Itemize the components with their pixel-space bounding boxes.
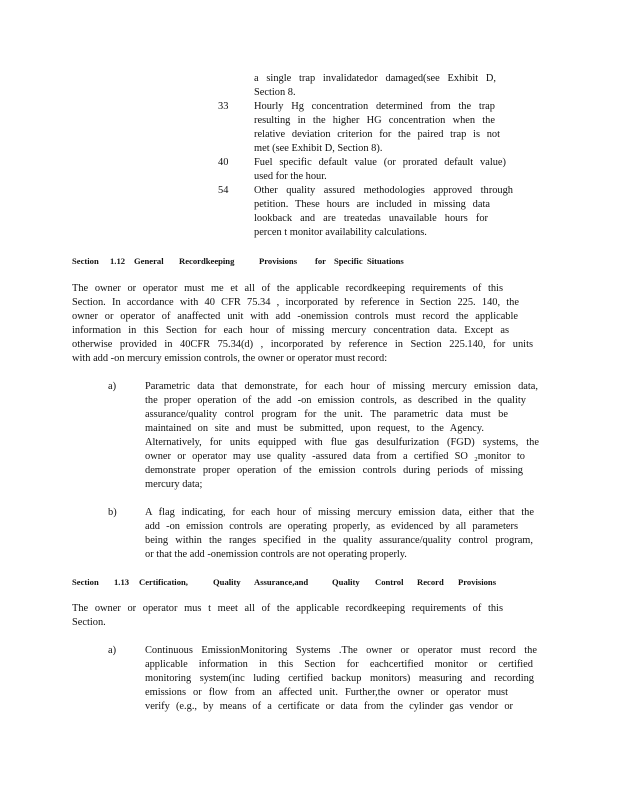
list-item-line: being within the ranges specified in the quality assurance/quality control program, bbox=[145, 535, 533, 546]
section-heading-word: Specific bbox=[334, 256, 363, 266]
list-item-line: maintained on site and must be submitted, upon request, to the Agency. bbox=[145, 423, 484, 434]
method-description-line: met (see Exhibit D, Section 8). bbox=[254, 143, 383, 154]
list-item-line: Continuous EmissionMonitoring Systems .The owner or operator must record the bbox=[145, 645, 537, 656]
list-item-label: a) bbox=[108, 381, 117, 392]
section-heading-word: 1.13 bbox=[114, 577, 130, 587]
method-description-line: Fuel specific default value (or prorated default value) bbox=[254, 157, 506, 168]
paragraph-line: Section. In accordance with 40 CFR 75.34 , incorporated by reference in Section 225. 140, the bbox=[72, 297, 519, 308]
section-heading-word: Recordkeeping bbox=[179, 256, 235, 266]
list-item-line: mercury data; bbox=[145, 479, 203, 490]
method-description-line: Other quality assured methodologies approved through bbox=[254, 185, 513, 196]
section-heading-1-13 bbox=[72, 577, 497, 587]
section-heading-word: Provisions bbox=[458, 577, 497, 587]
section-heading-word: Section bbox=[72, 577, 99, 587]
section-heading-word: Control bbox=[375, 577, 404, 587]
method-code-33: 33 bbox=[218, 101, 229, 112]
method-code-40: 40 bbox=[218, 157, 229, 168]
list-item-line: applicable information in this Section for eachcertified monitor or certified bbox=[145, 659, 533, 670]
method-description-line: lookback and are treatedas unavailable hours for bbox=[254, 213, 488, 224]
method-description-line: petition. These hours are included in missing data bbox=[254, 199, 490, 210]
list-item-line: verify (e.g., by means of a certificate or data from the cylinder gas vendor or bbox=[145, 701, 513, 712]
list-item-line: emissions or flow from an affected unit. Further,the owner or operator must bbox=[145, 687, 508, 698]
method-description-line: resulting in the higher HG concentration when the bbox=[254, 115, 495, 126]
section-heading-word: Provisions bbox=[259, 256, 298, 266]
list-item-line: Alternatively, for units equipped with flue gas desulfurization (FGD) systems, the bbox=[145, 437, 539, 448]
section-heading-word: Record bbox=[417, 577, 444, 587]
section-heading-word: Section bbox=[72, 256, 99, 266]
list-item-line: owner or operator may use quality -assured data from a certified SO ₂monitor to bbox=[145, 451, 525, 462]
section-heading-word: Quality bbox=[213, 577, 241, 587]
method-code-54: 54 bbox=[218, 185, 229, 196]
continuation-line: Section 8. bbox=[254, 87, 296, 98]
list-item-label: a) bbox=[108, 645, 117, 656]
paragraph-line: The owner or operator mus t meet all of the applicable recordkeeping requirements of this bbox=[72, 603, 503, 614]
method-description-line: relative deviation criterion for the paired trap is not bbox=[254, 129, 500, 140]
list-item-line: demonstrate proper operation of the emission controls during periods of missing bbox=[145, 465, 523, 476]
paragraph-line: Section. bbox=[72, 617, 106, 628]
method-description-line: Hourly Hg concentration determined from the trap bbox=[254, 101, 495, 112]
section-heading-word: for bbox=[315, 256, 326, 266]
list-item-line: A flag indicating, for each hour of missing mercury emission data, either that the bbox=[145, 507, 534, 518]
list-item-line: Parametric data that demonstrate, for each hour of missing mercury emission data, bbox=[145, 381, 538, 392]
section-heading-word: Situations bbox=[367, 256, 404, 266]
list-item-line: the proper operation of the add -on emission controls, as described in the quality bbox=[145, 395, 526, 406]
list-item-line: monitoring system(inc luding certified backup monitors) measuring and recording bbox=[145, 673, 534, 684]
section-heading-word: General bbox=[134, 256, 164, 266]
section-heading-word: 1.12 bbox=[110, 256, 126, 266]
paragraph-line: The owner or operator must me et all of the applicable recordkeeping requirements of this bbox=[72, 283, 503, 294]
paragraph-line: otherwise provided in 40CFR 75.34(d) , incorporated by reference in Section 225.140, for units bbox=[72, 339, 533, 350]
section-heading-word: Certification, bbox=[139, 577, 188, 587]
section-heading-word: Quality bbox=[332, 577, 360, 587]
paragraph-line: with add -on mercury emission controls, the owner or operator must record: bbox=[72, 353, 388, 364]
list-item-label: b) bbox=[108, 507, 117, 518]
section-heading-word: Assurance,and bbox=[254, 577, 309, 587]
paragraph-line: information in this Section for each hour of missing mercury concentration data. Except as bbox=[72, 325, 509, 336]
method-description-line: percen t monitor availability calculations. bbox=[254, 227, 427, 238]
list-item-line: add -on emission controls are operating properly, as evidenced by all parameters bbox=[145, 521, 518, 532]
section-heading-1-12 bbox=[72, 256, 412, 266]
paragraph-line: owner or operator of anaffected unit with add -onemission controls must record the applicable bbox=[72, 311, 518, 322]
list-item-line: assurance/quality control program for the unit. The parametric data must be bbox=[145, 409, 508, 420]
method-description-line: used for the hour. bbox=[254, 171, 327, 182]
continuation-line: a single trap invalidatedor damaged(see Exhibit D, bbox=[254, 73, 496, 84]
list-item-line: or that the add -onemission controls are not operating properly. bbox=[145, 549, 407, 560]
